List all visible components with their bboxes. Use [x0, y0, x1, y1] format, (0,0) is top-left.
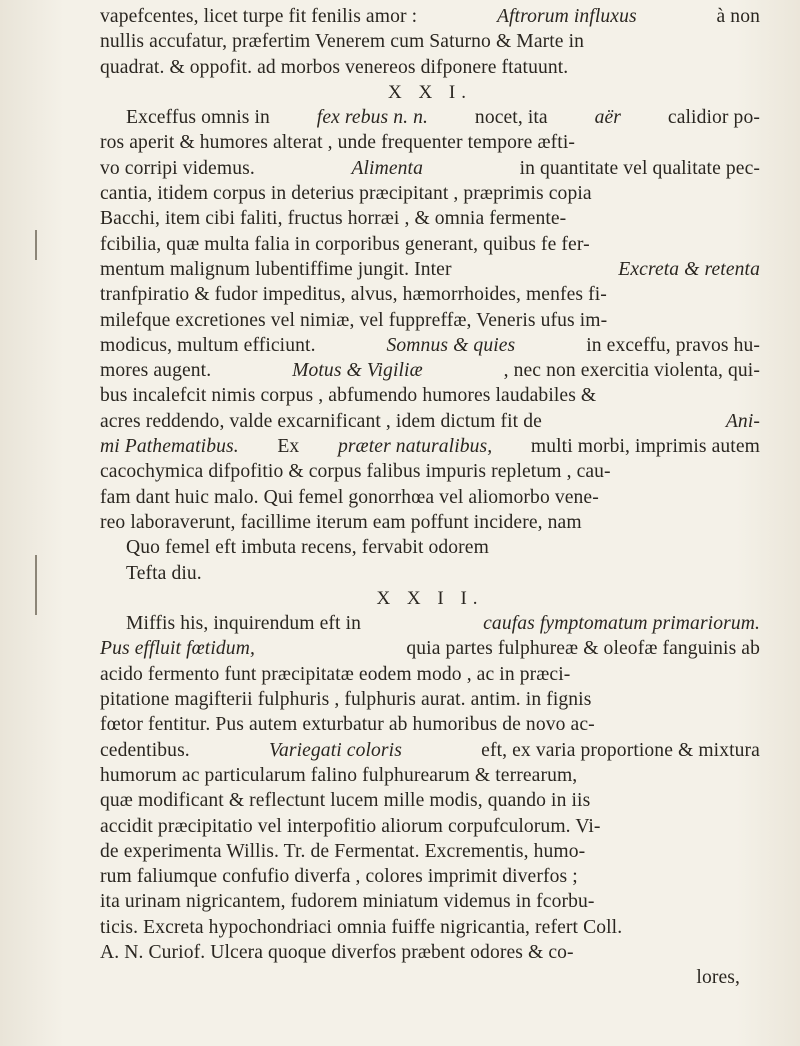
text-line — [100, 561, 760, 586]
italic-run: aër — [594, 107, 622, 129]
text-line — [100, 763, 760, 788]
text-run: A. N. Curiof. Ulcera quoque diverfos præbent odores & co- — [100, 941, 574, 963]
italic-run: Motus & Vigiliæ — [292, 360, 423, 382]
text-run: cantia, itidem corpus in deterius præcipitant , præprimis copia — [100, 183, 592, 205]
text-line — [100, 864, 760, 889]
text-line — [100, 940, 760, 965]
text-run: pitatione magifterii fulphuris , fulphuris aurat. antim. in fignis — [100, 689, 592, 711]
margin-mark — [35, 230, 37, 260]
text-run: in exceffu, pravos hu- — [586, 334, 760, 356]
text-line — [100, 80, 760, 105]
text-line — [100, 333, 760, 358]
text-line — [100, 206, 760, 231]
text-run: Ex — [277, 436, 300, 458]
text-run: fcibilia, quæ multa falia in corporibus generant, quibus fe fer- — [100, 233, 590, 255]
italic-run: caufas fymptomatum primariorum. — [483, 613, 760, 635]
text-line — [100, 738, 760, 763]
text-line — [100, 915, 760, 940]
text-run: ticis. Excreta hypochondriaci omnia fuiffe nigricantia, refert Coll. — [100, 916, 623, 938]
italic-run: Ani- — [725, 410, 760, 432]
text-line — [100, 535, 760, 560]
text-line — [100, 434, 760, 459]
text-run: humorum ac particularum falino fulphurearum & terrearum, — [100, 764, 578, 786]
text-run: quia partes fulphureæ & oleofæ fanguinis ab — [406, 638, 760, 660]
text-run: fœtor fentitur. Pus autem exturbatur ab humoribus de novo ac- — [100, 714, 595, 736]
text-run: Tefta diu. — [126, 562, 202, 584]
text-line — [100, 156, 760, 181]
italic-run: Pus effluit fœtidum, — [100, 638, 255, 660]
italic-run: fex rebus n. n. — [316, 107, 429, 129]
text-run: tranfpiratio & fudor impeditus, alvus, hæmorrhoides, menfes fi- — [100, 284, 607, 306]
text-run: acido fermento funt præcipitatæ eodem modo , ac in præci- — [100, 663, 571, 685]
text-run: vo corripi videmus. — [100, 157, 255, 179]
text-line — [100, 55, 760, 80]
text-run: milefque excretiones vel nimiæ, vel fuppreffæ, Veneris ufus im- — [100, 309, 608, 331]
text-run: , nec non exercitia violenta, qui- — [503, 360, 760, 382]
text-run: cedentibus. — [100, 739, 190, 761]
text-run: fam dant huic malo. Qui femel gonorrhœa vel aliomorbo vene- — [100, 486, 599, 508]
text-run: mores augent. — [100, 360, 212, 382]
text-run: nocet, ita — [474, 107, 548, 129]
text-line — [100, 29, 760, 54]
text-line — [100, 712, 760, 737]
text-run: à non — [716, 6, 760, 27]
italic-run: Excreta & retenta — [618, 258, 760, 280]
text-line — [100, 232, 760, 257]
text-run: ita urinam nigricantem, fudorem miniatum videmus in fcorbu- — [100, 891, 595, 913]
text-line — [100, 257, 760, 282]
text-line — [100, 181, 760, 206]
text-run: reo laboraverunt, facillime iterum eam poffunt incidere, nam — [100, 511, 582, 533]
text-run: eft, ex varia proportione & mixtura — [481, 739, 760, 761]
text-run: modicus, multum efficiunt. — [100, 334, 316, 356]
text-line — [100, 889, 760, 914]
text-line — [100, 687, 760, 712]
italic-run: præter naturalibus, — [337, 436, 493, 458]
text-run: mentum malignum lubentiffime jungit. Inter — [100, 258, 452, 280]
page-text — [100, 4, 760, 991]
text-run: multi morbi, imprimis autem — [530, 436, 760, 458]
text-line — [100, 105, 760, 130]
text-line — [100, 788, 760, 813]
text-run: nullis accufatur, præfertim Venerem cum Saturno & Marte in — [100, 31, 585, 53]
text-run: acres reddendo, valde excarnificant , idem dictum fit de — [100, 410, 542, 432]
text-run: de experimenta Willis. Tr. de Fermentat. Excrementis, humo- — [100, 840, 586, 862]
text-line — [100, 586, 760, 611]
text-run: calidior po- — [667, 107, 760, 129]
text-run: quæ modificant & reflectunt lucem mille modis, quando in iis — [100, 790, 591, 812]
text-run: bus incalefcit nimis corpus , abfumendo humores laudabiles & — [100, 385, 597, 407]
text-run: Miffis his, inquirendum eft in — [126, 613, 362, 635]
text-line — [100, 814, 760, 839]
text-line — [100, 636, 760, 661]
text-line — [100, 358, 760, 383]
text-run: accidit præcipitatio vel interpofitio aliorum corpufculorum. Vi- — [100, 815, 601, 837]
italic-run: Variegati coloris — [269, 739, 402, 761]
italic-run: Aftrorum influxus — [496, 6, 637, 27]
text-run: in quantitate vel qualitate pec- — [519, 157, 760, 179]
text-line — [100, 611, 760, 636]
text-line — [100, 130, 760, 155]
italic-run: Somnus & quies — [386, 334, 516, 356]
text-run: X X I. — [387, 81, 473, 103]
text-run: Bacchi, item cibi faliti, fructus horræi , & omnia fermente- — [100, 208, 567, 230]
text-line — [100, 308, 760, 333]
text-line — [100, 662, 760, 687]
text-run: rum faliumque confufio diverfa , colores imprimit diverfos ; — [100, 866, 578, 888]
text-line — [100, 965, 760, 990]
text-line — [100, 485, 760, 510]
text-line — [100, 282, 760, 307]
text-line — [100, 510, 760, 535]
text-run: vapefcentes, licet turpe fit fenilis amor : — [100, 6, 418, 27]
text-run: X X I I. — [376, 587, 484, 609]
italic-run: Alimenta — [351, 157, 423, 179]
italic-run: mi Pathematibus. — [100, 436, 239, 458]
text-line — [100, 4, 760, 29]
text-line — [100, 409, 760, 434]
text-run: cacochymica difpofitio & corpus falibus impuris repletum , cau- — [100, 461, 611, 483]
text-line — [100, 839, 760, 864]
text-line — [100, 383, 760, 408]
text-run: Quo femel eft imbuta recens, fervabit odorem — [126, 537, 489, 559]
text-run: ros aperit & humores alterat , unde frequenter tempore æfti- — [100, 132, 575, 154]
text-run: Exceffus omnis in — [126, 107, 270, 129]
margin-mark — [35, 555, 37, 615]
text-run: quadrat. & oppofit. ad morbos venereos difponere ftatuunt. — [100, 56, 569, 78]
text-line — [100, 459, 760, 484]
text-run: lores, — [696, 967, 740, 989]
